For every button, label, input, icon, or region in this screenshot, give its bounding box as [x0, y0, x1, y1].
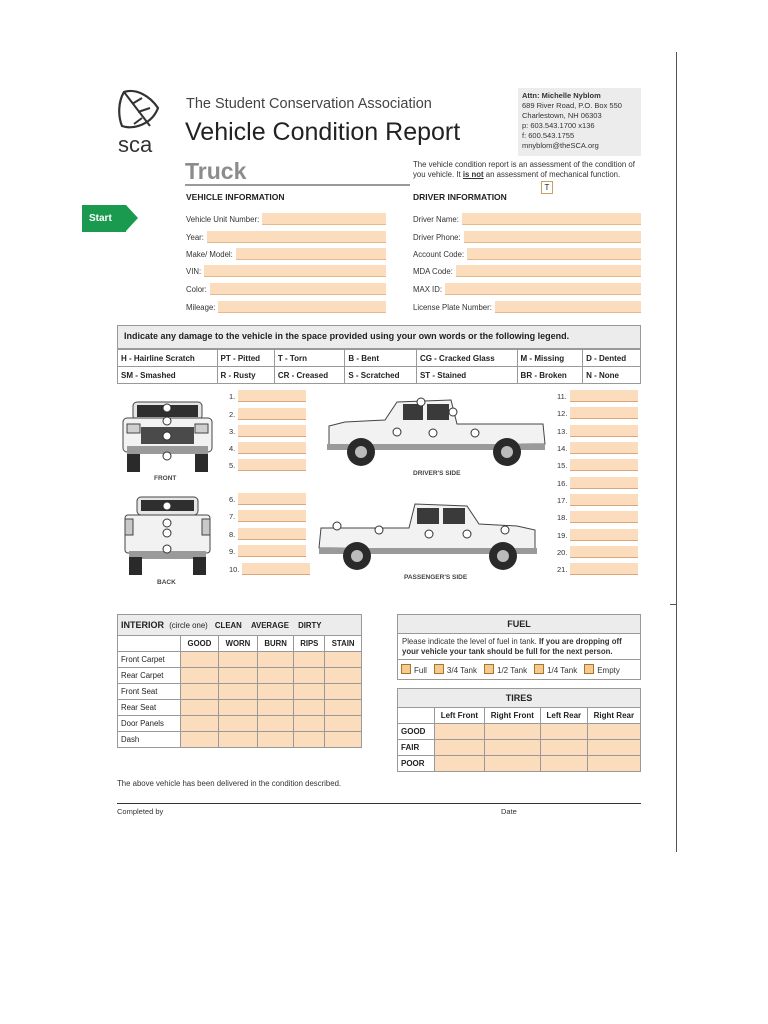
tires-cell[interactable] — [435, 724, 485, 740]
tires-corner — [398, 708, 435, 724]
interior-cell[interactable] — [294, 700, 325, 716]
checkbox-icon[interactable] — [434, 664, 444, 674]
damage-field-1[interactable] — [229, 390, 306, 402]
delivery-statement: The above vehicle has been delivered in the condition described. — [117, 779, 342, 788]
damage-field-4[interactable] — [229, 442, 306, 454]
back-caption: BACK — [157, 579, 176, 586]
sca-logo — [114, 86, 164, 158]
start-button[interactable]: Start — [82, 205, 126, 232]
checkbox-icon[interactable] — [584, 664, 594, 674]
legend-item: H - Hairline Scratch — [118, 350, 218, 367]
interior-header-row — [118, 615, 362, 636]
table-row — [118, 684, 362, 700]
heading-underline — [185, 184, 410, 186]
interior-cell[interactable] — [294, 652, 325, 668]
driver-field-label: MDA Code: — [413, 266, 453, 276]
damage-input[interactable] — [238, 510, 306, 522]
damage-field-20[interactable] — [557, 546, 638, 558]
tires-cell[interactable] — [435, 756, 485, 772]
legend-item: BR - Broken — [517, 367, 583, 384]
damage-number: 2. — [229, 409, 236, 419]
damage-legend — [117, 325, 641, 384]
interior-corner — [118, 636, 181, 652]
damage-field-5[interactable] — [229, 459, 306, 471]
interior-cell[interactable] — [181, 668, 219, 684]
interior-cell[interactable] — [294, 716, 325, 732]
interior-cell[interactable] — [325, 652, 362, 668]
date-label: Date — [501, 807, 517, 816]
license-plate-input[interactable] — [495, 301, 641, 313]
tires-cell[interactable] — [484, 724, 540, 740]
fuel-option-1-2[interactable] — [484, 664, 527, 675]
driver-side-caption: DRIVER'S SIDE — [413, 470, 461, 477]
interior-row-label: Door Panels — [118, 716, 181, 732]
fuel-option-label: Full — [414, 666, 427, 675]
driver-field-label: Driver Name: — [413, 214, 459, 224]
make-model-input[interactable] — [236, 248, 386, 260]
damage-input[interactable] — [570, 425, 638, 437]
damage-number: 7. — [229, 511, 236, 521]
interior-row-label: Front Carpet — [118, 652, 181, 668]
interior-col-header: WORN — [218, 636, 257, 652]
tires-cell[interactable] — [540, 756, 587, 772]
interior-circle-note: (circle one) — [169, 621, 208, 630]
damage-number: 9. — [229, 546, 236, 556]
damage-field-14[interactable] — [557, 442, 638, 454]
interior-cell[interactable] — [325, 668, 362, 684]
damage-field-17[interactable] — [557, 494, 638, 506]
damage-input[interactable] — [570, 563, 638, 575]
driver-phone-field[interactable] — [413, 230, 641, 244]
year-field[interactable] — [186, 230, 386, 244]
interior-option-average[interactable]: AVERAGE — [250, 621, 289, 630]
contact-line2: Charlestown, NH 06303 — [522, 111, 602, 120]
interior-cell[interactable] — [181, 700, 219, 716]
interior-cell[interactable] — [294, 684, 325, 700]
damage-number: 20. — [557, 547, 568, 557]
tires-row-label: FAIR — [398, 740, 435, 756]
driver-info-heading: DRIVER INFORMATION — [413, 192, 507, 202]
interior-cell[interactable] — [257, 652, 293, 668]
vehicle-field-label: Vehicle Unit Number: — [186, 214, 260, 224]
vin-field[interactable] — [186, 264, 386, 278]
mileage-field[interactable] — [186, 300, 386, 314]
interior-table — [117, 614, 362, 748]
damage-number: 3. — [229, 426, 236, 436]
page-edge-line — [676, 52, 677, 852]
color-field[interactable] — [186, 282, 386, 296]
truck-front-illustration — [119, 396, 216, 474]
tires-cell[interactable] — [540, 724, 587, 740]
tires-cell[interactable] — [587, 740, 640, 756]
interior-row-label: Dash — [118, 732, 181, 748]
max-id-input[interactable] — [445, 283, 641, 295]
interior-cell[interactable] — [181, 684, 219, 700]
damage-input[interactable] — [570, 407, 638, 419]
signature-line — [117, 803, 641, 804]
driver-field-label: License Plate Number: — [413, 302, 492, 312]
truck-passenger-side-illustration — [317, 500, 539, 572]
table-row — [118, 732, 362, 748]
legend-item: ST - Stained — [416, 367, 517, 384]
make-model-field[interactable] — [186, 247, 386, 261]
damage-field-15[interactable] — [557, 459, 638, 471]
mda-code-input[interactable] — [456, 265, 641, 277]
tires-cell[interactable] — [484, 740, 540, 756]
interior-cell[interactable] — [218, 700, 257, 716]
damage-input[interactable] — [570, 494, 638, 506]
leaf-icon — [114, 86, 164, 138]
fuel-option-label: 1/2 Tank — [497, 666, 528, 675]
license-plate-field[interactable] — [413, 300, 641, 314]
damage-field-21[interactable] — [557, 563, 638, 575]
driver-phone-input[interactable] — [464, 231, 641, 243]
damage-number: 19. — [557, 530, 568, 540]
tires-col-header: Left Front — [435, 708, 485, 724]
damage-input[interactable] — [238, 390, 306, 402]
damage-field-12[interactable] — [557, 407, 638, 419]
tires-cell[interactable] — [540, 740, 587, 756]
interior-col-header: STAIN — [325, 636, 362, 652]
interior-row-label: Front Seat — [118, 684, 181, 700]
text-cursor-marker: T — [541, 181, 553, 194]
damage-field-16[interactable] — [557, 477, 638, 489]
interior-cell[interactable] — [325, 700, 362, 716]
interior-cell[interactable] — [325, 732, 362, 748]
vehicle-field-label: Year: — [186, 232, 204, 242]
damage-input[interactable] — [570, 442, 638, 454]
table-row — [398, 724, 641, 740]
interior-row-label: Rear Carpet — [118, 668, 181, 684]
legend-item: CG - Cracked Glass — [416, 350, 517, 367]
table-row — [118, 668, 362, 684]
driver-name-field[interactable] — [413, 212, 641, 226]
interior-cell[interactable] — [218, 684, 257, 700]
vehicle-type-heading: Truck — [185, 158, 247, 184]
damage-number: 1. — [229, 391, 236, 401]
tires-row-label: GOOD — [398, 724, 435, 740]
mda-code-field[interactable] — [413, 264, 641, 278]
account-code-field[interactable] — [413, 247, 641, 261]
legend-item: T - Torn — [274, 350, 345, 367]
legend-table — [117, 349, 641, 384]
legend-item: R - Rusty — [217, 367, 274, 384]
fuel-option-label: 1/4 Tank — [547, 666, 578, 675]
interior-cell[interactable] — [218, 716, 257, 732]
damage-input[interactable] — [238, 545, 306, 557]
damage-number: 4. — [229, 443, 236, 453]
page-title: Vehicle Condition Report — [185, 118, 461, 146]
damage-input[interactable] — [238, 408, 306, 420]
contact-fax: f: 600.543.1755 — [522, 131, 575, 140]
fuel-text: Please indicate the level of fuel in tank. — [402, 637, 539, 646]
interior-col-header: GOOD — [181, 636, 219, 652]
interior-cell[interactable] — [257, 716, 293, 732]
damage-input[interactable] — [238, 425, 306, 437]
table-row — [118, 716, 362, 732]
note-post: an assessment of mechanical function. — [483, 170, 621, 179]
truck-back-illustration — [121, 495, 214, 577]
interior-col-header: RIPS — [294, 636, 325, 652]
legend-item: M - Missing — [517, 350, 583, 367]
damage-field-10[interactable] — [229, 563, 310, 575]
contact-line1: 689 River Road, P.O. Box 550 — [522, 101, 622, 110]
interior-cell[interactable] — [218, 652, 257, 668]
interior-cell[interactable] — [218, 668, 257, 684]
fuel-option-empty[interactable] — [584, 664, 620, 675]
fuel-text-bold: If you are dropping off your vehicle your tank should be full for the next person. — [402, 637, 622, 656]
tires-col-header: Left Rear — [540, 708, 587, 724]
fuel-option-label: Empty — [597, 666, 620, 675]
damage-field-9[interactable] — [229, 545, 306, 557]
damage-field-7[interactable] — [229, 510, 306, 522]
fuel-panel — [397, 614, 641, 680]
damage-input[interactable] — [570, 459, 638, 471]
year-input[interactable] — [207, 231, 386, 243]
damage-input[interactable] — [570, 529, 638, 541]
damage-number: 13. — [557, 426, 568, 436]
color-input[interactable] — [210, 283, 386, 295]
fuel-option-3-4[interactable] — [434, 664, 477, 675]
legend-item: PT - Pitted — [217, 350, 274, 367]
vehicle-field-label: Color: — [186, 284, 207, 294]
fuel-options — [398, 660, 640, 679]
table-row — [398, 756, 641, 772]
damage-field-13[interactable] — [557, 425, 638, 437]
damage-number: 11. — [557, 391, 567, 401]
damage-number: 14. — [557, 443, 568, 453]
damage-input[interactable] — [238, 459, 306, 471]
fuel-title: FUEL — [398, 615, 640, 634]
interior-row-label: Rear Seat — [118, 700, 181, 716]
tires-cell[interactable] — [484, 756, 540, 772]
fuel-option-label: 3/4 Tank — [446, 666, 477, 675]
interior-cell[interactable] — [257, 700, 293, 716]
damage-field-8[interactable] — [229, 528, 306, 540]
contact-box — [518, 88, 641, 156]
mileage-input[interactable] — [218, 301, 386, 313]
damage-number: 12. — [557, 408, 568, 418]
account-code-input[interactable] — [467, 248, 641, 260]
legend-item: D - Dented — [583, 350, 641, 367]
checkbox-icon[interactable] — [534, 664, 544, 674]
damage-field-19[interactable] — [557, 529, 638, 541]
legend-item: CR - Creased — [274, 367, 345, 384]
vehicle-unit-field[interactable] — [186, 212, 386, 226]
checkbox-icon[interactable] — [401, 664, 411, 674]
interior-cell[interactable] — [181, 716, 219, 732]
tires-col-header: Right Front — [484, 708, 540, 724]
damage-number: 8. — [229, 529, 236, 539]
damage-field-11[interactable] — [557, 390, 638, 402]
legend-item: SM - Smashed — [118, 367, 218, 384]
checkbox-icon[interactable] — [484, 664, 494, 674]
tires-cell[interactable] — [587, 756, 640, 772]
vin-input[interactable] — [204, 265, 386, 277]
interior-title: INTERIOR — [121, 620, 165, 630]
legend-item: S - Scratched — [345, 367, 417, 384]
table-row — [398, 740, 641, 756]
interior-cell[interactable] — [325, 684, 362, 700]
damage-field-6[interactable] — [229, 493, 306, 505]
legend-heading: Indicate any damage to the vehicle in the space provided using your own words or the following legend. — [117, 325, 641, 349]
damage-field-3[interactable] — [229, 425, 306, 437]
damage-number: 15. — [557, 460, 568, 470]
fuel-instructions — [398, 634, 640, 660]
interior-cell[interactable] — [181, 732, 219, 748]
front-caption: FRONT — [154, 475, 177, 482]
interior-cell[interactable] — [218, 732, 257, 748]
truck-driver-side-illustration — [325, 396, 548, 468]
damage-field-2[interactable] — [229, 408, 306, 420]
vehicle-info-heading: VEHICLE INFORMATION — [186, 192, 285, 202]
tires-cell[interactable] — [435, 740, 485, 756]
damage-number: 21. — [557, 564, 568, 574]
driver-field-label: Account Code: — [413, 249, 465, 259]
legend-item: B - Bent — [345, 350, 417, 367]
completed-by-label: Completed by — [117, 807, 164, 816]
interior-cell[interactable] — [294, 668, 325, 684]
tires-col-header: Right Rear — [587, 708, 640, 724]
damage-number: 10. — [229, 564, 240, 574]
interior-cell[interactable] — [294, 732, 325, 748]
vehicle-field-label: VIN: — [186, 266, 202, 276]
interior-cell[interactable] — [257, 732, 293, 748]
damage-field-18[interactable] — [557, 511, 638, 523]
damage-input[interactable] — [570, 390, 638, 402]
damage-input[interactable] — [242, 563, 310, 575]
damage-number: 18. — [557, 512, 568, 522]
assessment-note — [413, 160, 641, 180]
damage-input[interactable] — [238, 493, 306, 505]
logo-text: sca — [118, 132, 153, 157]
table-row — [118, 700, 362, 716]
vehicle-field-label: Mileage: — [186, 302, 216, 312]
contact-attn: Attn: Michelle Nyblom — [522, 91, 601, 100]
interior-option-dirty[interactable]: DIRTY — [298, 621, 322, 630]
fuel-option-1-4[interactable] — [534, 664, 577, 675]
passenger-side-caption: PASSENGER'S SIDE — [404, 574, 468, 581]
note-emphasis: is not — [462, 170, 484, 179]
tires-row-label: POOR — [398, 756, 435, 772]
damage-number: 17. — [557, 495, 568, 505]
tires-title: TIRES — [398, 689, 641, 708]
legend-item: N - None — [583, 367, 641, 384]
damage-input[interactable] — [238, 442, 306, 454]
page-edge-tick — [670, 604, 677, 605]
contact-email: mnyblom@theSCA.org — [522, 141, 599, 150]
fuel-option-full[interactable] — [401, 664, 427, 675]
interior-cell[interactable] — [181, 652, 219, 668]
note-pre: The vehicle condition report is an assessment of the condition of you vehicle. It — [413, 160, 635, 179]
contact-phone: p: 603.543.1700 x136 — [522, 121, 595, 130]
tires-table — [397, 688, 641, 772]
vehicle-field-label: Make/ Model: — [186, 249, 233, 259]
damage-input[interactable] — [570, 546, 638, 558]
org-name: The Student Conservation Association — [186, 96, 432, 112]
interior-cell[interactable] — [257, 684, 293, 700]
interior-cell[interactable] — [325, 716, 362, 732]
damage-number: 16. — [557, 478, 568, 488]
damage-input[interactable] — [570, 511, 638, 523]
damage-number: 5. — [229, 460, 236, 470]
damage-input[interactable] — [570, 477, 638, 489]
tires-cell[interactable] — [587, 724, 640, 740]
interior-col-header: BURN — [257, 636, 293, 652]
damage-number: 6. — [229, 494, 236, 504]
driver-field-label: MAX ID: — [413, 284, 443, 294]
max-id-field[interactable] — [413, 282, 641, 296]
driver-field-label: Driver Phone: — [413, 232, 461, 242]
damage-input[interactable] — [238, 528, 306, 540]
interior-cell[interactable] — [257, 668, 293, 684]
driver-name-input[interactable] — [462, 213, 641, 225]
interior-option-clean[interactable]: CLEAN — [214, 621, 242, 630]
table-row — [118, 652, 362, 668]
vehicle-unit-input[interactable] — [262, 213, 386, 225]
